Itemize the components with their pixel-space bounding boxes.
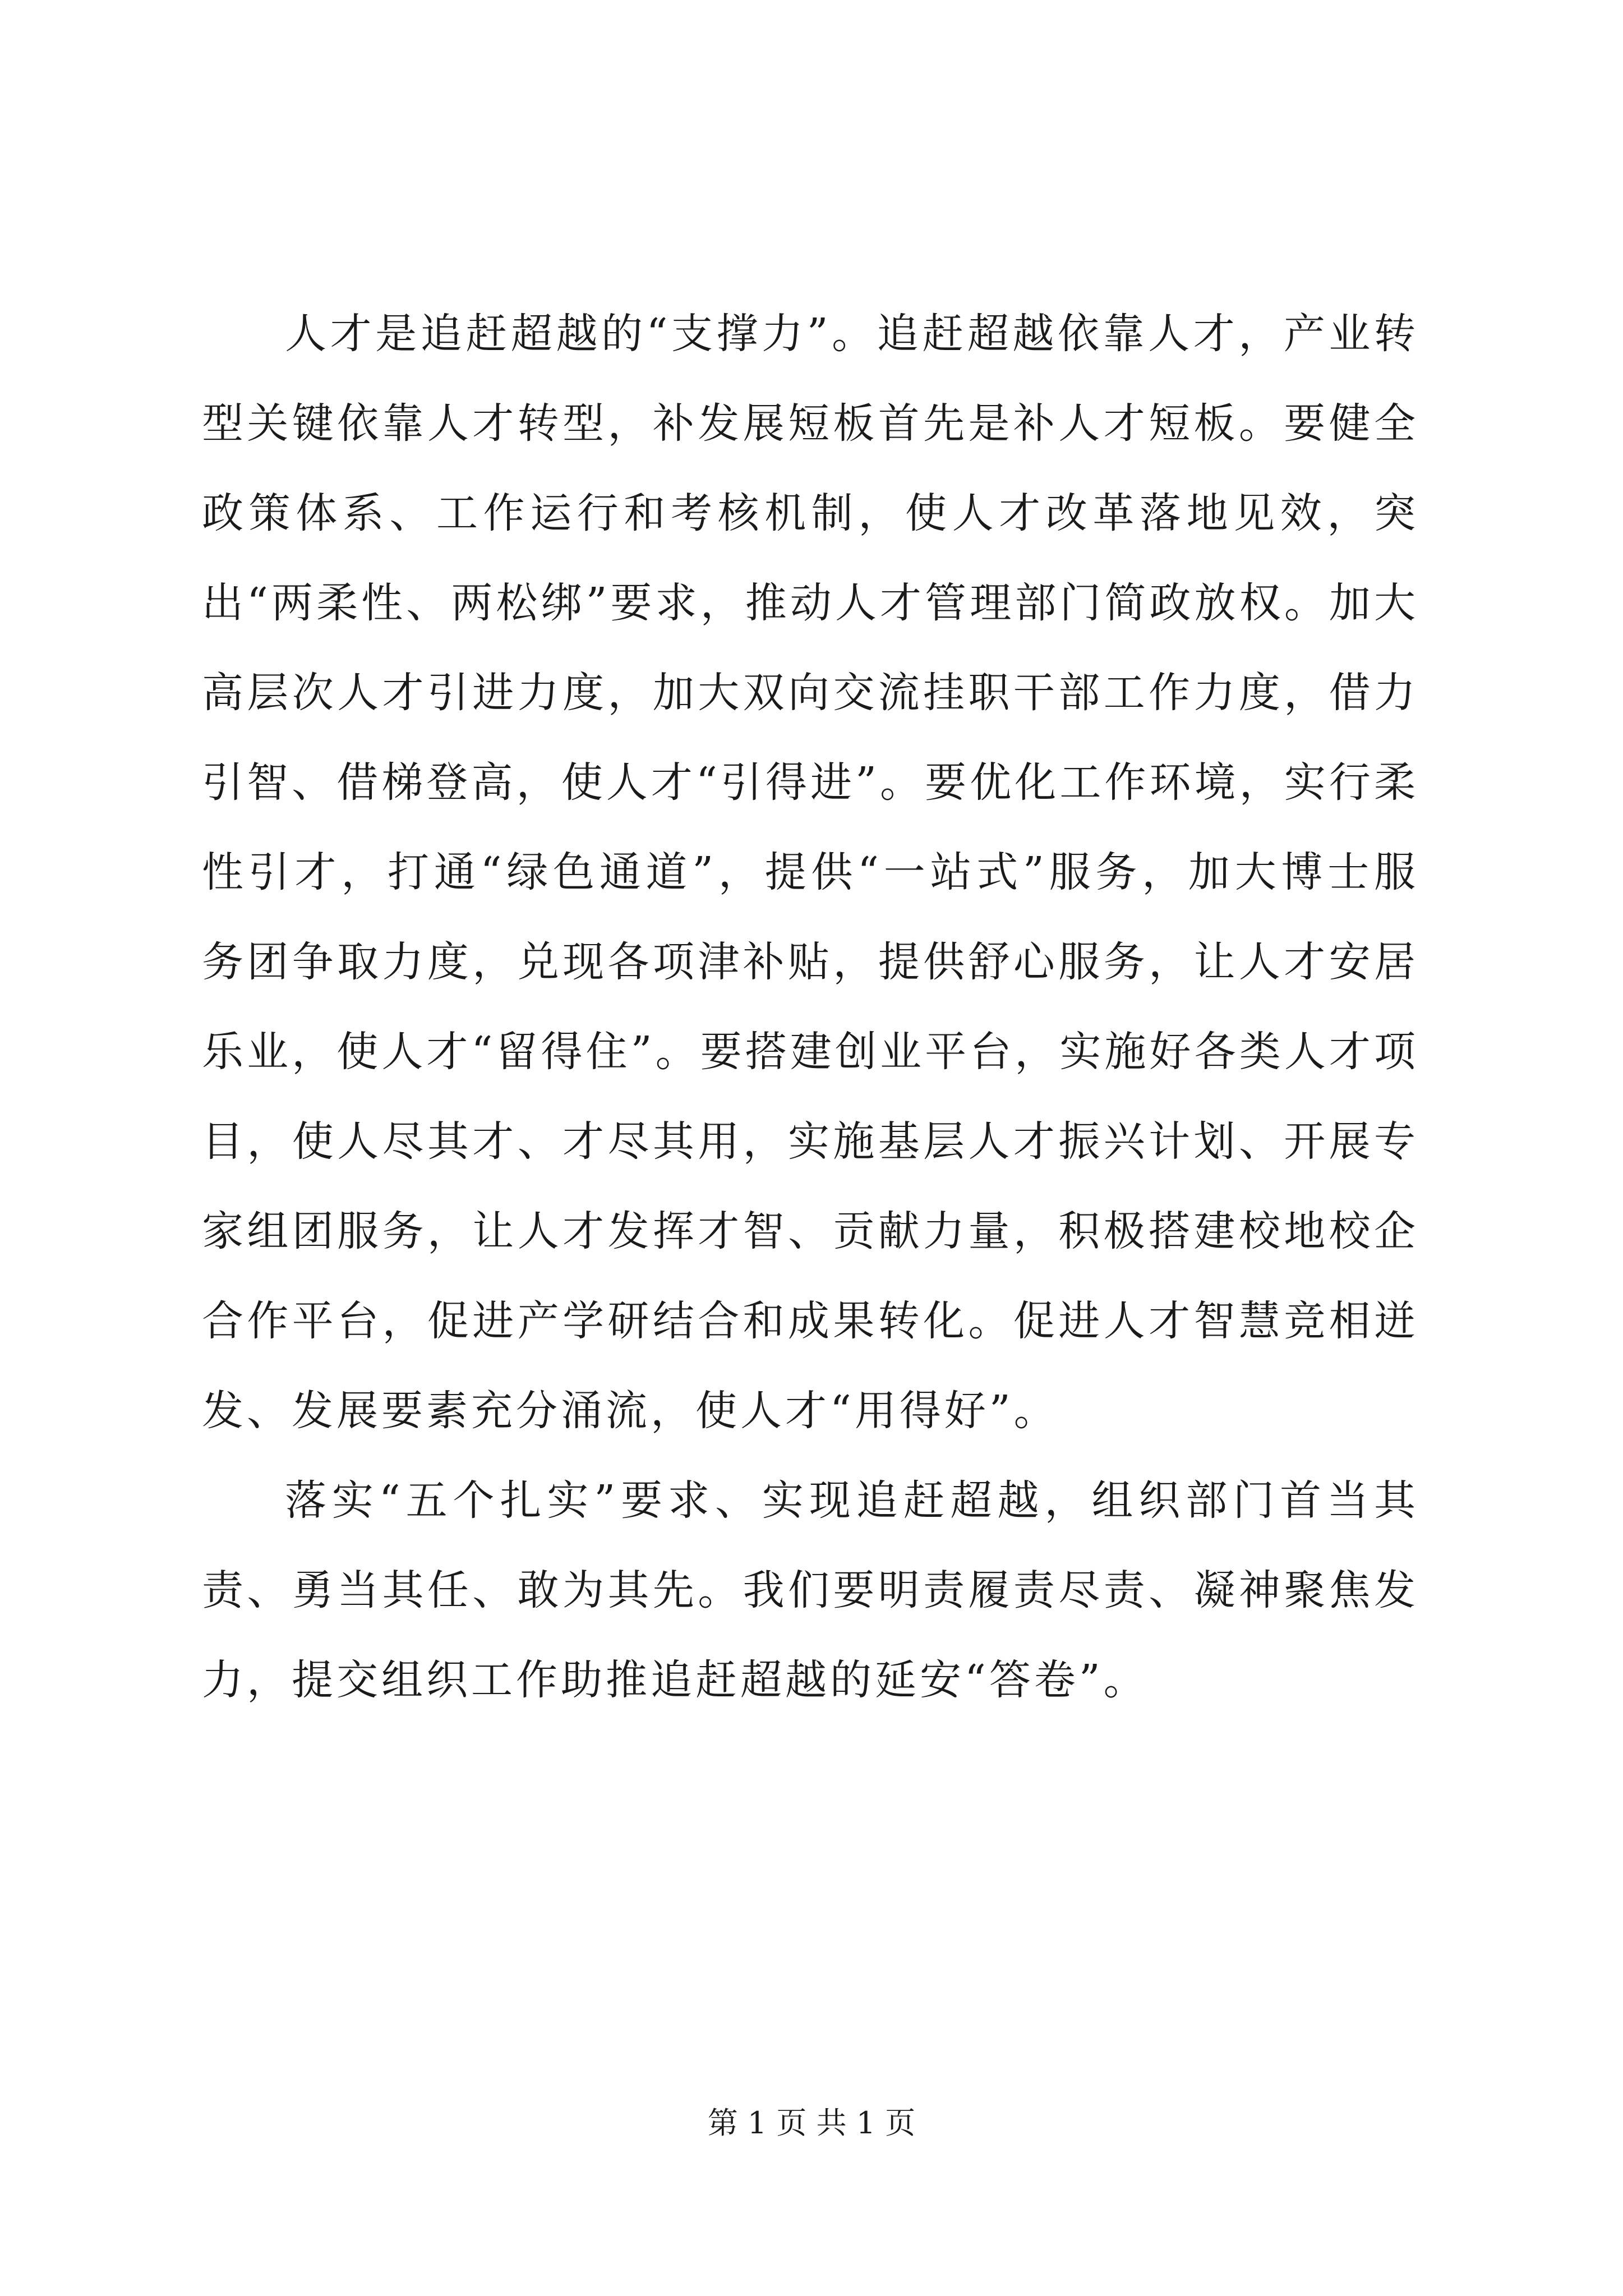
page-number: 第 1 页 共 1 页: [707, 2105, 916, 2141]
paragraph-talent-support: 人才是追赶超越的“支撑力”。追赶超越依靠人才，产业转型关键依靠人才转型，补发展短板首先是补人才短板。要健全政策体系、工作运行和考核机制，使人才改革落地见效，突出“两柔性、两松绑”要求，推动人才管理部门简政放权。加大高层次人才引进力度，加大双向交流挂职干部工作力度，借力引智、借梯登高，使人才“引得进”。要优化工作环境，实行柔性引才，打通“绿色通道”，提供“一站式”服务，加大博士服务团争取力度，兑现各项津补贴，提供舒心服务，让人才安居乐业，使人才“留得住”。要搭建创业平台，实施好各类人才项目，使人尽其才、才尽其用，实施基层人才振兴计划、开展专家组团服务，让人才发挥才智、贡献力量，积极搭建校地校企合作平台，促进产学研结合和成果转化。促进人才智慧竞相迸发、发展要素充分涌流，使人才“用得好”。: [202, 310, 1419, 1435]
document-body: [202, 289, 1419, 1725]
page-footer: [0, 2101, 1623, 2146]
paragraph-five-solid-requirements: 落实“五个扎实”要求、实现追赶超越，组织部门首当其责、勇当其任、敢为其先。我们要明责履责尽责、凝神聚焦发力，提交组织工作助推追赶超越的延安“答卷”。: [202, 1476, 1419, 1704]
